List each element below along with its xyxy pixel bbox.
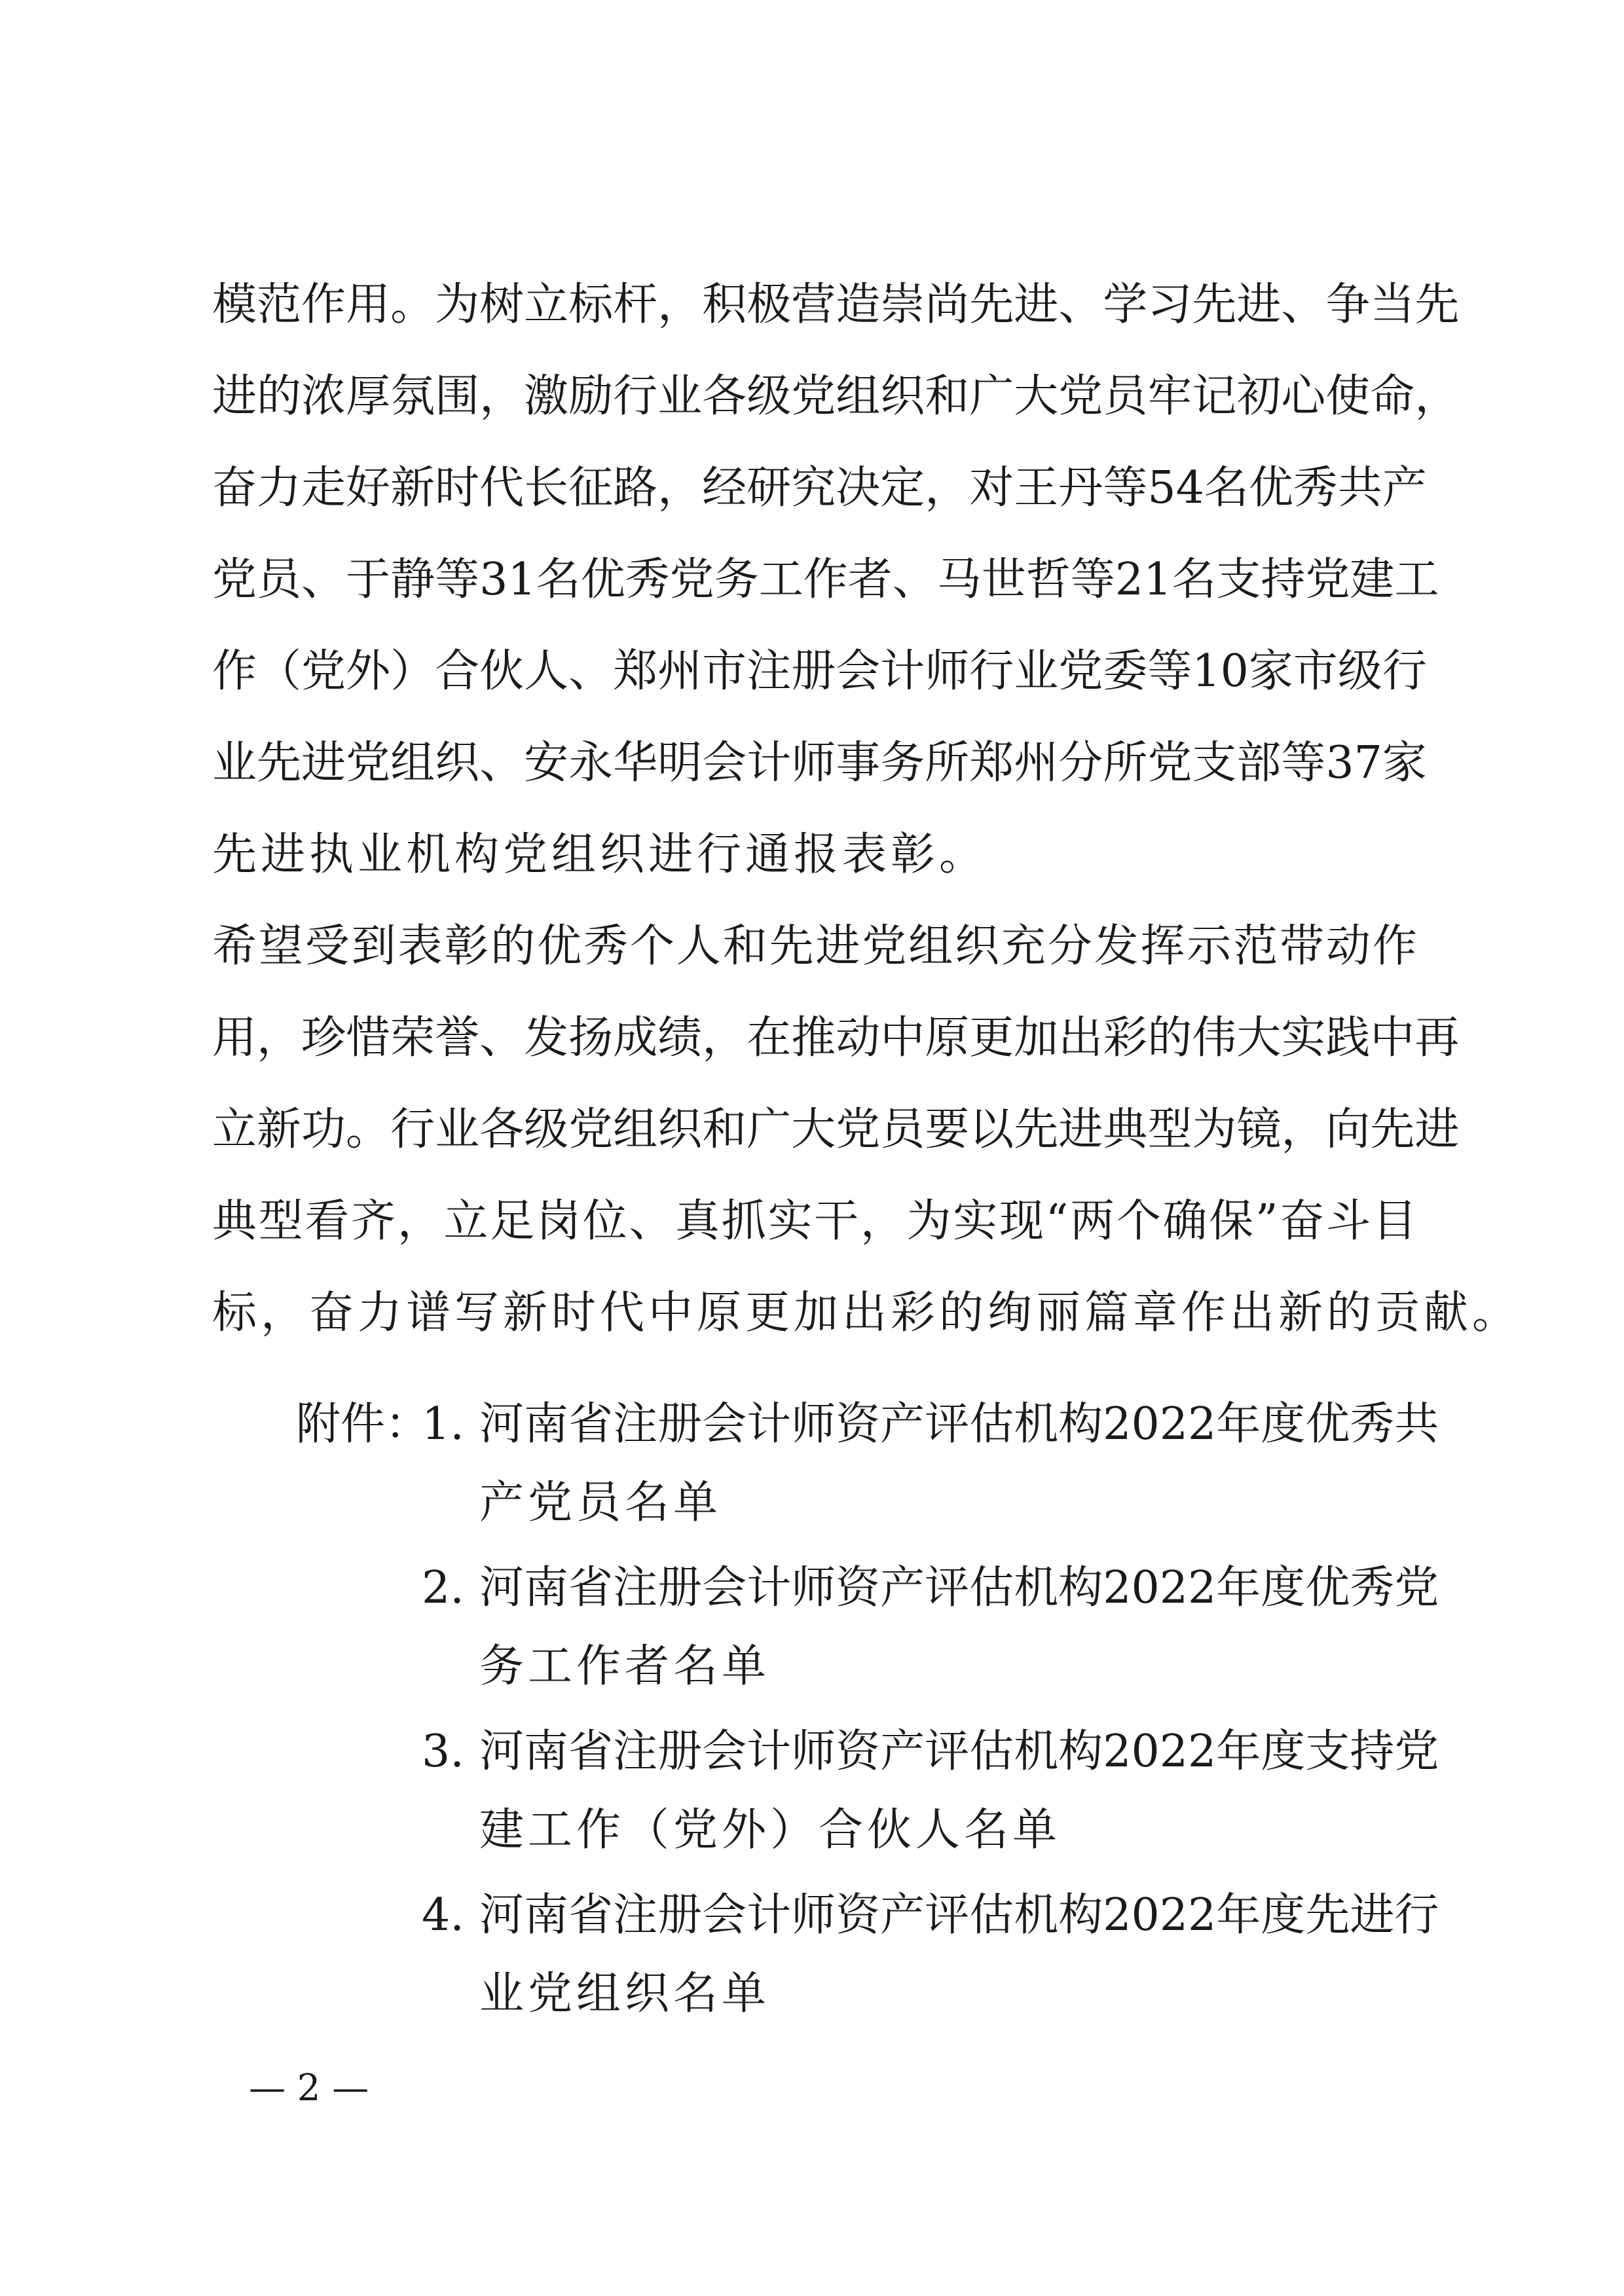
attachment-number: 1.	[422, 1398, 464, 1450]
paragraph-line: 进 的 浓 厚 氛 围 ， 激 励 行 业 各 级 党 组 织 和 广 大 党 员 牢 记 初 心 使 命 ，	[212, 371, 1460, 422]
attachment-number: 2.	[422, 1562, 464, 1614]
paragraph-line: 业 先 进 党 组 织 、 安 永 华 明 会 计 师 事 务 所 郑 州 分 所 党 支 部 等 37 家	[212, 737, 1427, 789]
paragraph-line: 党 员 、 于 静 等 31 名 优 秀 党 务 工 作 者 、 马 世 哲 等 21 名 支 持 党 建 工	[212, 554, 1439, 606]
paragraph-line: 作 （ 党 外 ） 合 伙 人 、 郑 州 市 注 册 会 计 师 行 业 党 委 等 10 家 市 级 行	[212, 646, 1427, 697]
paragraph-line: 奋 力 走 好 新 时 代 长 征 路 ， 经 研 究 决 定 ， 对 王 丹 等 54 名 优 秀 共 产	[212, 462, 1427, 514]
attachment-title: 河 南 省 注 册 会 计 师 资 产 评 估 机 构 2022 年 度 支 持 党	[479, 1726, 1439, 1777]
attachment-title-cont: 建工作（党外）合伙人名单	[479, 1804, 1061, 1856]
attachments-label: 附件：	[296, 1398, 430, 1450]
paragraph-line: 典 型 看 齐 ， 立 足 岗 位 、 真 抓 实 干 ， 为 实 现 “ 两 个 确 保 ” 奋 斗 目	[212, 1195, 1417, 1247]
attachment-title: 河 南 省 注 册 会 计 师 资 产 评 估 机 构 2022 年 度 优 秀 党	[479, 1562, 1439, 1614]
attachment-title: 河 南 省 注 册 会 计 师 资 产 评 估 机 构 2022 年 度 优 秀 共	[479, 1398, 1439, 1450]
paragraph-line: 立 新 功 。 行 业 各 级 党 组 织 和 广 大 党 员 要 以 先 进 典 型 为 镜 ， 向 先 进	[212, 1104, 1460, 1156]
paragraph-line: 希 望 受 到 表 彰 的 优 秀 个 人 和 先 进 党 组 织 充 分 发 挥 示 范 带 动 作	[212, 920, 1417, 972]
attachment-title-cont: 务工作者名单	[479, 1641, 771, 1692]
attachment-number: 4.	[422, 1889, 464, 1941]
paragraph-line: 模 范 作 用 。 为 树 立 标 杆 ， 积 极 营 造 崇 尚 先 进 、 学 习 先 进 、 争 当 先	[212, 279, 1460, 331]
page-number: — 2 —	[249, 2067, 369, 2109]
paragraph-line: 先进执业机构党组织进行通报表彰。	[212, 829, 988, 881]
attachment-title-cont: 业党组织名单	[479, 1968, 771, 2020]
attachment-number: 3.	[422, 1726, 464, 1777]
paragraph-line: 标，奋力谱写新时代中原更加出彩的绚丽篇章作出新的贡献。	[212, 1287, 1521, 1339]
attachment-title-cont: 产党员名单	[479, 1477, 722, 1529]
paragraph-line: 用 ， 珍 惜 荣 誉 、 发 扬 成 绩 ， 在 推 动 中 原 更 加 出 彩 的 伟 大 实 践 中 再	[212, 1012, 1460, 1064]
attachment-title: 河 南 省 注 册 会 计 师 资 产 评 估 机 构 2022 年 度 先 进 行	[479, 1889, 1439, 1941]
